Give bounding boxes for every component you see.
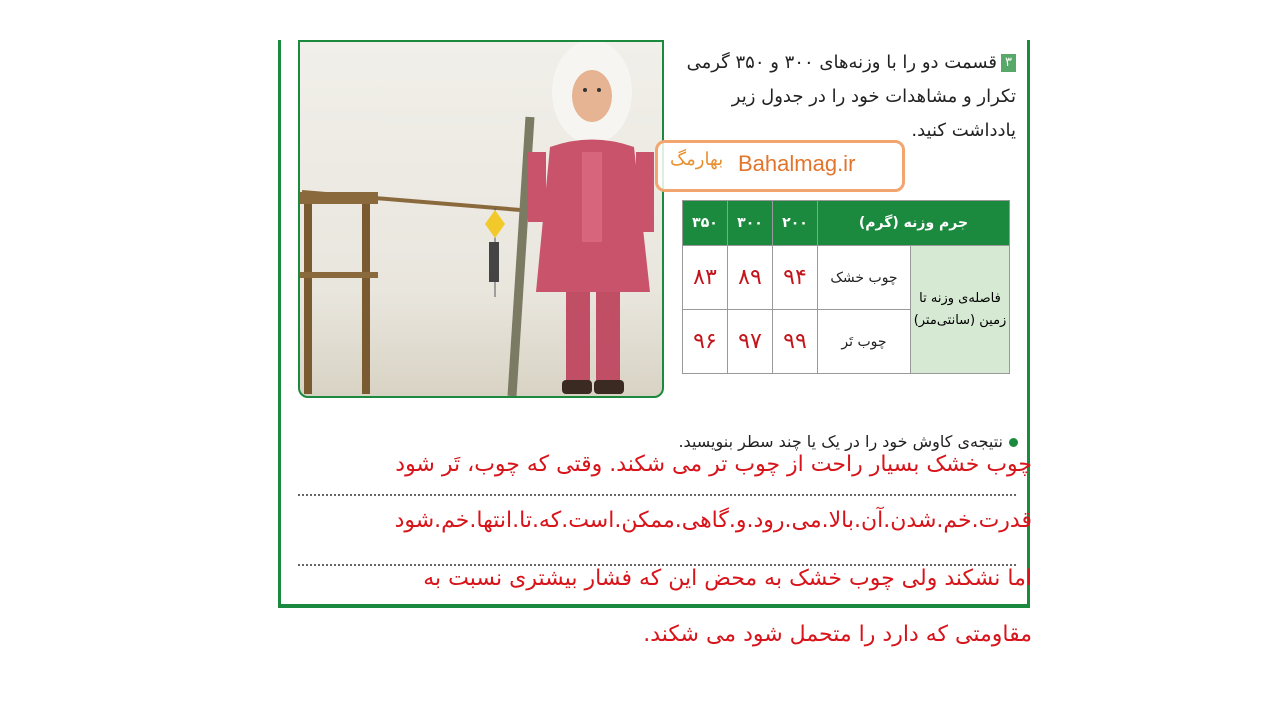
table-header-weight: ۳۵۰ — [683, 201, 728, 246]
table-cell: ۹۷ — [728, 310, 773, 374]
table-row-head: فاصله‌ی وزنه تا زمین (سانتی‌متر) — [911, 246, 1010, 374]
watermark-logo: بهارمگ — [670, 149, 724, 170]
data-table — [682, 200, 1010, 374]
answer-line-3: اما نشکند ولی چوب خشک به محض این که فشار بیشتری نسبت به — [423, 566, 1032, 591]
bullet-icon — [1009, 438, 1018, 447]
instruction-text — [684, 46, 1016, 148]
experiment-photo — [298, 40, 664, 398]
instruction-line-1: قسمت دو را با وزنه‌های ۳۰۰ و ۳۵۰ گرمی — [686, 52, 998, 73]
table-row-label: چوب تَر — [818, 310, 911, 374]
instruction-line-2: تکرار و مشاهدات خود را در جدول زیر — [731, 86, 1016, 107]
table-cell: ۸۳ — [683, 246, 728, 310]
table-cell: ۹۹ — [773, 310, 818, 374]
table-header-label: جرم وزنه (گرم) — [818, 201, 1010, 246]
table-header-row — [683, 201, 1010, 246]
table-cell: ۸۹ — [728, 246, 773, 310]
table-cell: ۹۶ — [683, 310, 728, 374]
answer-line-2: قدرت.خم.شدن.آن.بالا.می.رود.و.گاهی.ممکن.است.که.تا.انتها.خم.شود — [394, 508, 1032, 533]
table-row-label: چوب خشک — [818, 246, 911, 310]
table-header-weight: ۲۰۰ — [773, 201, 818, 246]
answer-line-1: چوب خشک بسیار راحت از چوب تر می شکند. وقتی که چوب، تَر شود — [395, 452, 1032, 477]
instruction-line-3: یادداشت کنید. — [911, 120, 1016, 141]
prompt-text: نتیجه‌ی کاوش خود را در یک یا چند سطر بنویسید. — [678, 432, 1003, 451]
watermark-text: Bahalmag.ir — [738, 151, 856, 176]
step-number: ۳ — [1001, 54, 1016, 72]
watermark-badge — [655, 140, 905, 192]
table-row — [683, 246, 1010, 310]
girl-with-sticks-illustration — [300, 42, 662, 396]
writing-line — [298, 494, 1016, 496]
table-header-weight: ۳۰۰ — [728, 201, 773, 246]
answer-line-4: مقاومتی که دارد را متحمل شود می شکند. — [643, 622, 1032, 647]
table-cell: ۹۴ — [773, 246, 818, 310]
result-prompt — [600, 432, 1018, 451]
